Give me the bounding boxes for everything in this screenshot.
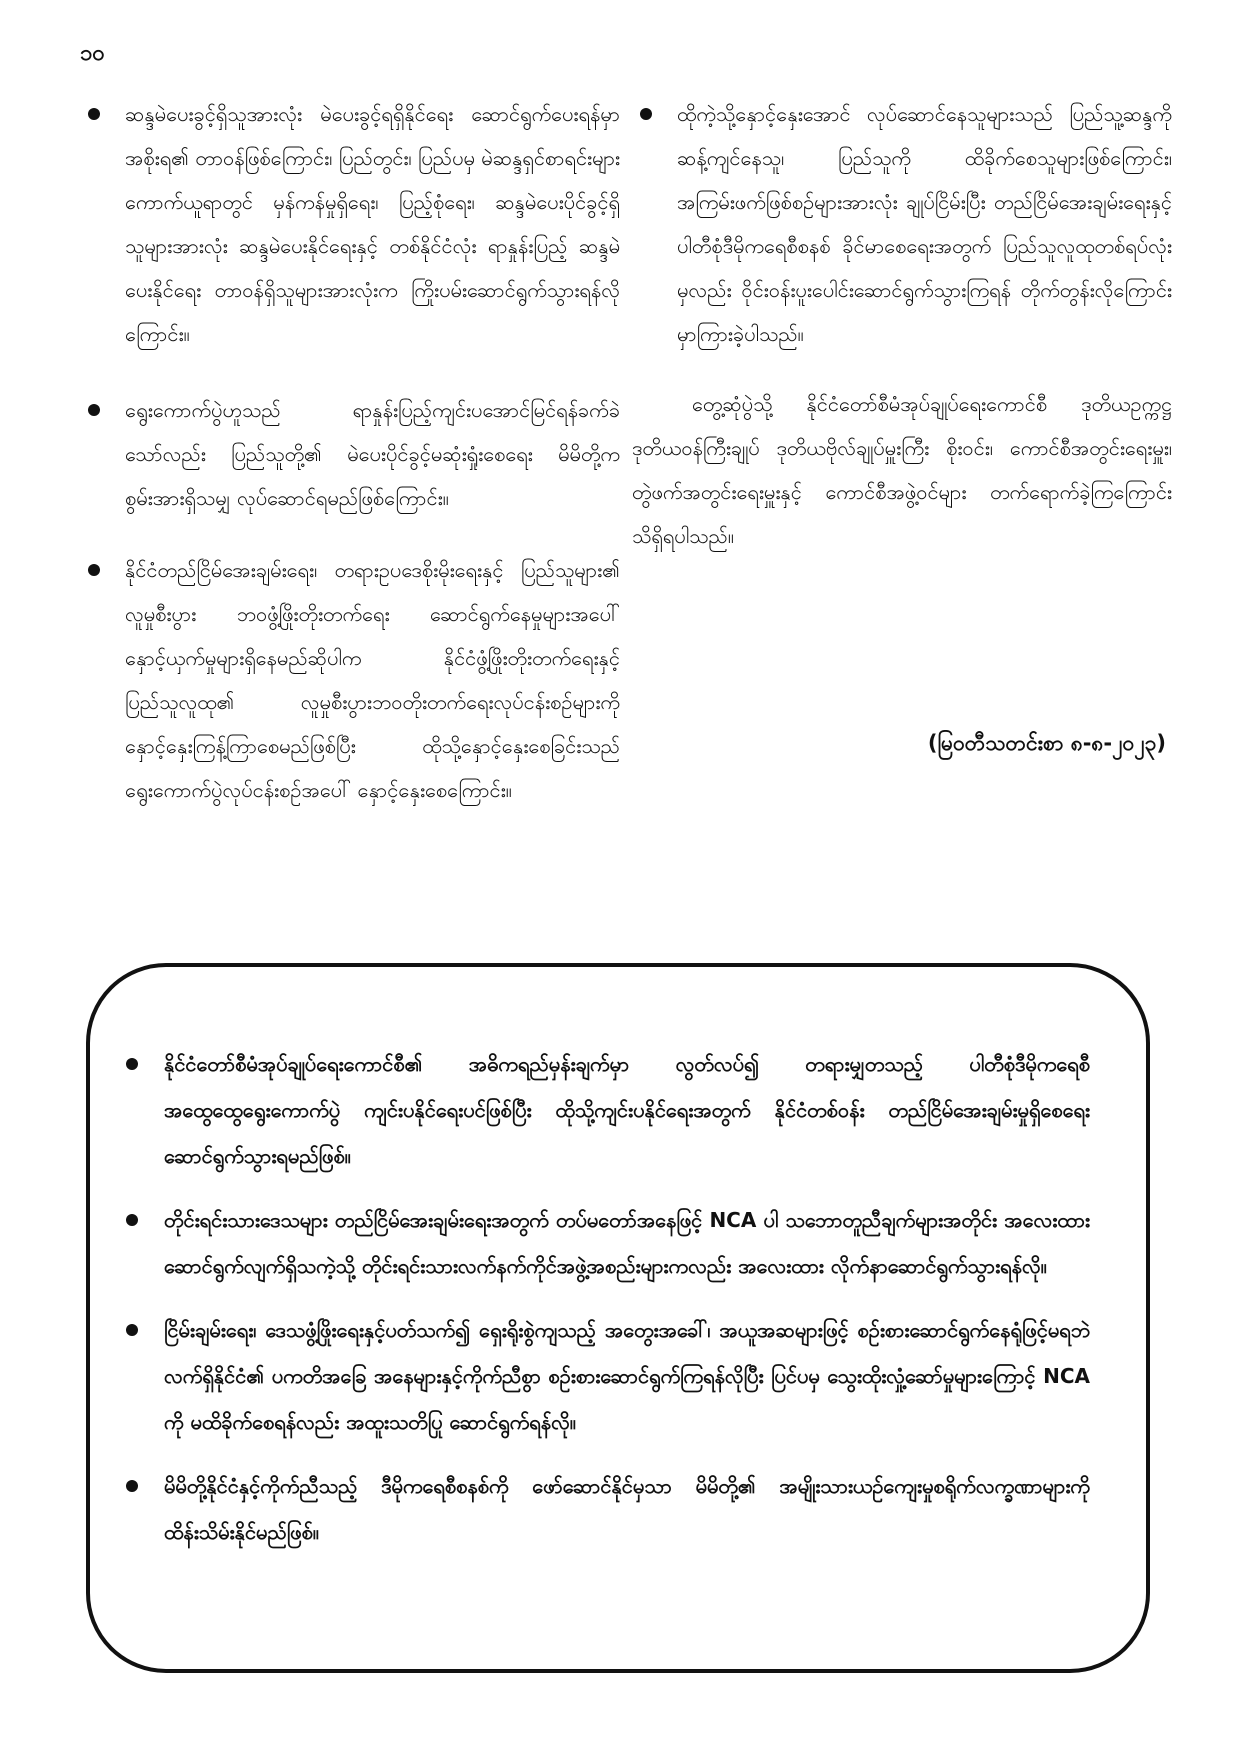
highlight-bullet-list — [120, 1041, 1090, 1555]
list-item — [80, 388, 620, 520]
list-item — [80, 92, 620, 356]
closing-paragraph: တွေ့ဆုံပွဲသို့ နိုင်ငံတော်စီမံအုပ်ချုပ်ရေးကောင်စီ ဒုတိယဥက္ကဋ္ဌ ဒုတိယဝန်ကြီးချုပ် ဒုတိယဗိုလ်ချုပ်မှူးကြီး စိုးဝင်း၊ ကောင်စီအတွင်းရေးမှူး၊ တွဲဖက်အတွင်းရေးမှူးနှင့် ကောင်စီအဖွဲ့ဝင်များ တက်ရောက်ခဲ့ကြကြောင်း သိရှိရပါသည်။ — [632, 392, 1172, 548]
bullet-icon — [126, 1324, 138, 1336]
right-column — [632, 92, 1172, 558]
bullet-icon — [126, 1480, 138, 1492]
right-bullet-list — [632, 92, 1172, 356]
bullet-text: ရွေးကောက်ပွဲဟူသည် ရာနှုန်းပြည့်ကျင်းပအောင်မြင်ရန်ခက်ခဲသော်လည်း ပြည်သူတို့၏ မဲပေးပိုင်ခွင့်မဆုံးရှုံးစေရေး မိမိတို့က စွမ်းအားရှိသမျှ လုပ်ဆောင်ရမည်ဖြစ်ကြောင်း။ — [125, 398, 620, 510]
bullet-icon — [126, 1058, 138, 1070]
list-item — [120, 1463, 1090, 1555]
list-item — [120, 1307, 1090, 1445]
source-citation: (မြဝတီသတင်းစာ ၈-၈-၂၀၂၃) — [927, 731, 1166, 755]
bullet-text: မိမိတို့နိုင်ငံနှင့်ကိုက်ညီသည့် ဒီမိုကရေစီစနစ်ကို ဖော်ဆောင်နိုင်မှသာ မိမိတို့၏ အမျိုးသားယဉ်ကျေးမှုစရိုက်လက္ခဏာများကို ထိန်းသိမ်းနိုင်မည်ဖြစ်။ — [164, 1474, 1090, 1544]
page-number: ၁၀ — [80, 41, 105, 66]
bullet-icon — [126, 1214, 138, 1226]
left-bullet-list — [80, 92, 620, 812]
bullet-text: ထိုကဲ့သို့နှောင့်နှေးအောင် လုပ်ဆောင်နေသူများသည် ပြည်သူ့ဆန္ဒကို ဆန့်ကျင်နေသူ၊ ပြည်သူကို ထိခိုက်စေသူများဖြစ်ကြောင်း၊ အကြမ်းဖက်ဖြစ်စဉ်များအားလုံး ချုပ်ငြိမ်းပြီး တည်ငြိမ်အေးချမ်းရေးနှင့် ပါတီစုံဒီမိုကရေစီစနစ် ခိုင်မာစေရေးအတွက် ပြည်သူလူထုတစ်ရပ်လုံးမှလည်း ဝိုင်းဝန်းပူးပေါင်းဆောင်ရွက်သွားကြရန် တိုက်တွန်းလိုကြောင်း မှာကြားခဲ့ပါသည်။ — [677, 102, 1172, 346]
bullet-text: တိုင်းရင်းသားဒေသများ တည်ငြိမ်အေးချမ်းရေးအတွက် တပ်မတော်အနေဖြင့် NCA ပါ သဘောတူညီချက်များအတိုင်း အလေးထားဆောင်ရွက်လျက်ရှိသကဲ့သို့ တိုင်းရင်းသားလက်နက်ကိုင်အဖွဲ့အစည်းများကလည်း အလေးထား လိုက်နာဆောင်ရွက်သွားရန်လို။ — [164, 1208, 1090, 1278]
bullet-icon — [640, 108, 652, 120]
left-column — [80, 92, 620, 844]
bullet-icon — [88, 108, 100, 120]
list-item — [80, 548, 620, 812]
list-item — [120, 1041, 1090, 1179]
bullet-text: ငြိမ်းချမ်းရေး၊ ဒေသဖွံ့ဖြိုးရေးနှင့်ပတ်သက်၍ ရှေးရိုးစွဲကျသည့် အတွေးအခေါ်၊ အယူအဆများဖြင့် စဉ်းစားဆောင်ရွက်နေရုံဖြင့်မရဘဲ လက်ရှိနိုင်ငံ၏ ပကတိအခြေ အနေများနှင့်ကိုက်ညီစွာ စဉ်းစားဆောင်ရွက်ကြရန်လိုပြီး ပြင်ပမှ သွေးထိုးလှုံ့ဆော်မှုများကြောင့် NCA ကို မထိခိုက်စေရန်လည်း အထူးသတိပြု ဆောင်ရွက်ရန်လို။ — [164, 1318, 1090, 1434]
bullet-text: ဆန္ဒမဲပေးခွင့်ရှိသူအားလုံး မဲပေးခွင့်ရရှိနိုင်ရေး ဆောင်ရွက်ပေးရန်မှာ အစိုးရ၏ တာဝန်ဖြစ်ကြောင်း၊ ပြည်တွင်း၊ ပြည်ပမှ မဲဆန္ဒရှင်စာရင်းများ ကောက်ယူရာတွင် မှန်ကန်မှုရှိရေး၊ ပြည့်စုံရေး၊ ဆန္ဒမဲပေးပိုင်ခွင့်ရှိသူများအားလုံး ဆန္ဒမဲပေးနိုင်ရေးနှင့် တစ်နိုင်ငံလုံး ရာနှုန်းပြည့် ဆန္ဒမဲပေးနိုင်ရေး တာဝန်ရှိသူများအားလုံးက ကြိုးပမ်းဆောင်ရွက်သွားရန်လိုကြောင်း။ — [125, 102, 620, 346]
bullet-icon — [88, 564, 100, 576]
list-item — [632, 92, 1172, 356]
highlight-box — [86, 963, 1150, 1673]
list-item — [120, 1197, 1090, 1289]
bullet-icon — [88, 404, 100, 416]
bullet-text: နိုင်ငံတည်ငြိမ်အေးချမ်းရေး၊ တရားဥပဒေစိုးမိုးရေးနှင့် ပြည်သူများ၏ လူမှုစီးပွား ဘဝဖွံ့ဖြိုးတိုးတက်ရေး ဆောင်ရွက်နေမှုများအပေါ် နှောင့်ယှက်မှုများရှိနေမည်ဆိုပါက နိုင်ငံဖွံ့ဖြိုးတိုးတက်ရေးနှင့် ပြည်သူလူထု၏ လူမှုစီးပွားဘဝတိုးတက်ရေးလုပ်ငန်းစဉ်များကို နှောင့်နှေးကြန့်ကြာစေမည်ဖြစ်ပြီး ထိုသို့နှောင့်နှေးစေခြင်းသည် ရွေးကောက်ပွဲလုပ်ငန်းစဉ်အပေါ် နှောင့်နှေးစေကြောင်း။ — [125, 558, 620, 802]
bullet-text: နိုင်ငံတော်စီမံအုပ်ချုပ်ရေးကောင်စီ၏ အဓိကရည်မှန်းချက်မှာ လွတ်လပ်၍ တရားမျှတသည့် ပါတီစုံဒီမိုကရေစီအထွေထွေရွေးကောက်ပွဲ ကျင်းပနိုင်ရေးပင်ဖြစ်ပြီး ထိုသို့ကျင်းပနိုင်ရေးအတွက် နိုင်ငံတစ်ဝန်း တည်ငြိမ်အေးချမ်းမှုရှိစေရေး ဆောင်ရွက်သွားရမည်ဖြစ်။ — [164, 1052, 1090, 1168]
